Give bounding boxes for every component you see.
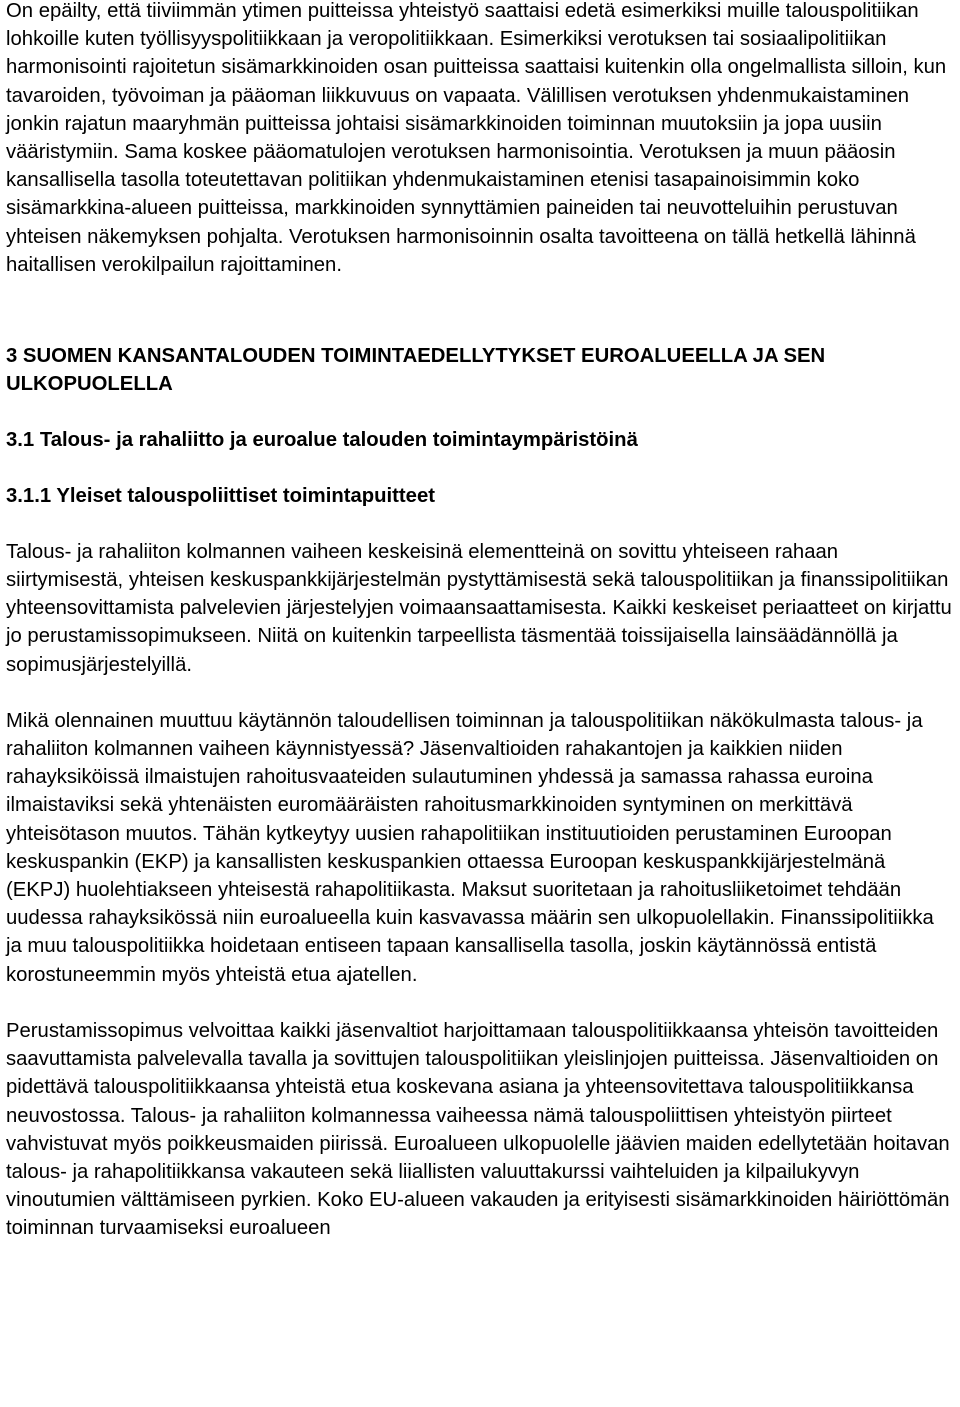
body-paragraph: On epäilty, että tiiviimmän ytimen puitteissa yhteistyö saattaisi edetä esimerkiksi muille talouspolitiikan lohkoille kuten työllisyyspolitiikkaan ja veropolitiikkaan. Esimerkiksi verotuksen tai sosiaalipolitiikan harmonisointi rajoitetun sisämarkkinoiden osan puitteissa saattaisi kuitenkin olla ongelmallista silloin, kun tavaroiden, työvoiman ja pääoman liikkuvuus on vapaata. Välillisen verotuksen yhdenmukaistaminen jonkin rajatun maaryhmän puitteissa johtaisi sisämarkkinoiden toiminnan muutoksiin ja jopa uusiin vääristymiin. Sama koskee pääomatulojen verotuksen harmonisointia. Verotuksen ja muun pääosin kansallisella tasolla toteutettavan politiikan yhdenmukaistaminen etenisi tasapainoisimmin koko sisämarkkina-alueen puitteissa, markkinoiden synnyttämien paineiden tai neuvotteluihin perustuvan yhteisen näkemyksen pohjalta. Verotuksen harmonisoinnin osalta tavoitteena on tällä hetkellä lähinnä haitallisen verokilpailun rajoittaminen. [6, 0, 947, 276]
body-paragraph: Mikä olennainen muuttuu käytännön taloudellisen toiminnan ja talouspolitiikan näkökulmasta talous- ja rahaliiton kolmannen vaiheen käynnistyessä? Jäsenvaltioiden rahakantojen ja kaikkien niiden rahayksiköissä ilmaistujen rahoitusvaateiden sulautuminen yhdessä ja samassa rahassa euroina ilmaistaviksi sekä yhtenäisten euromääräisten rahoitusmarkkinoiden syntyminen on merkittävä yhteisötason muutos. Tähän kytkeytyy uusien rahapolitiikan instituutioiden perustaminen Euroopan keskuspankin (EKP) ja kansallisten keskuspankien ottaessa Euroopan keskuspankkijärjestelmänä (EKPJ) huolehtiakseen yhteisestä rahapolitiikasta. Maksut suoritetaan ja rahoitusliiketoimet tehdään uudessa rahayksikössä niin euroalueella kuin kasvavassa määrin sen ulkopuolellakin. Finanssipolitiikka ja muu talouspolitiikka hoidetaan entiseen tapaan kansallisella tasolla, joskin käytännössä entistä korostuneemmin myös yhteistä etua ajatellen. [6, 709, 934, 986]
body-paragraph: Perustamissopimus velvoittaa kaikki jäsenvaltiot harjoittamaan talouspolitiikkaansa yhteisön tavoitteiden saavuttamista palvelevalla tavalla ja sovittujen talouspolitiikan yleislinjojen puitteissa. Jäsenvaltioiden on pidettävä talouspolitiikkaansa yhteistä etua koskevana asiana ja yhteensovitettava talouspolitiikkansa neuvostossa. Talous- ja rahaliiton kolmannessa vaiheessa nämä talouspoliittisen yhteistyön piirteet vahvistuvat myös poikkeusmaiden piirissä. Euroalueen ulkopuolelle jäävien maiden edellytetään hoitavan talous- ja rahapolitiikkansa vakauteen sekä liiallisten valuuttakurssi vaihteluiden ja kilpailukyvyn vinoutumien välttämiseen pyrkien. Koko EU-alueen vakauden ja erityisesti sisämarkkinoiden häiriöttömän toiminnan turvaamiseksi euroalueen [6, 1019, 950, 1240]
subsubsection-heading-3-1-1: 3.1.1 Yleiset talouspoliittiset toimintapuitteet [6, 484, 435, 507]
section-heading-3: 3 SUOMEN KANSANTALOUDEN TOIMINTAEDELLYTYKSET EUROALUEELLA JA SEN ULKOPUOLELLA [6, 345, 826, 396]
body-paragraph: Talous- ja rahaliiton kolmannen vaiheen keskeisinä elementteinä on sovittu yhteiseen rahaan siirtymisestä, yhteisen keskuspankkijärjestelmän pystyttämisestä sekä talouspolitiikan ja finanssipolitiikan yhteensovittamista palvelevien järjestelyjen voimaansaattamisesta. Kaikki keskeiset periaatteet on kirjattu jo perustamissopimukseen. Niitä on kuitenkin tarpeellista täsmentää toissijaisella lainsäädännöllä ja sopimusjärjestelyillä. [6, 540, 952, 676]
subsection-heading-3-1: 3.1 Talous- ja rahaliitto ja euroalue talouden toimintaympäristöinä [6, 429, 638, 452]
